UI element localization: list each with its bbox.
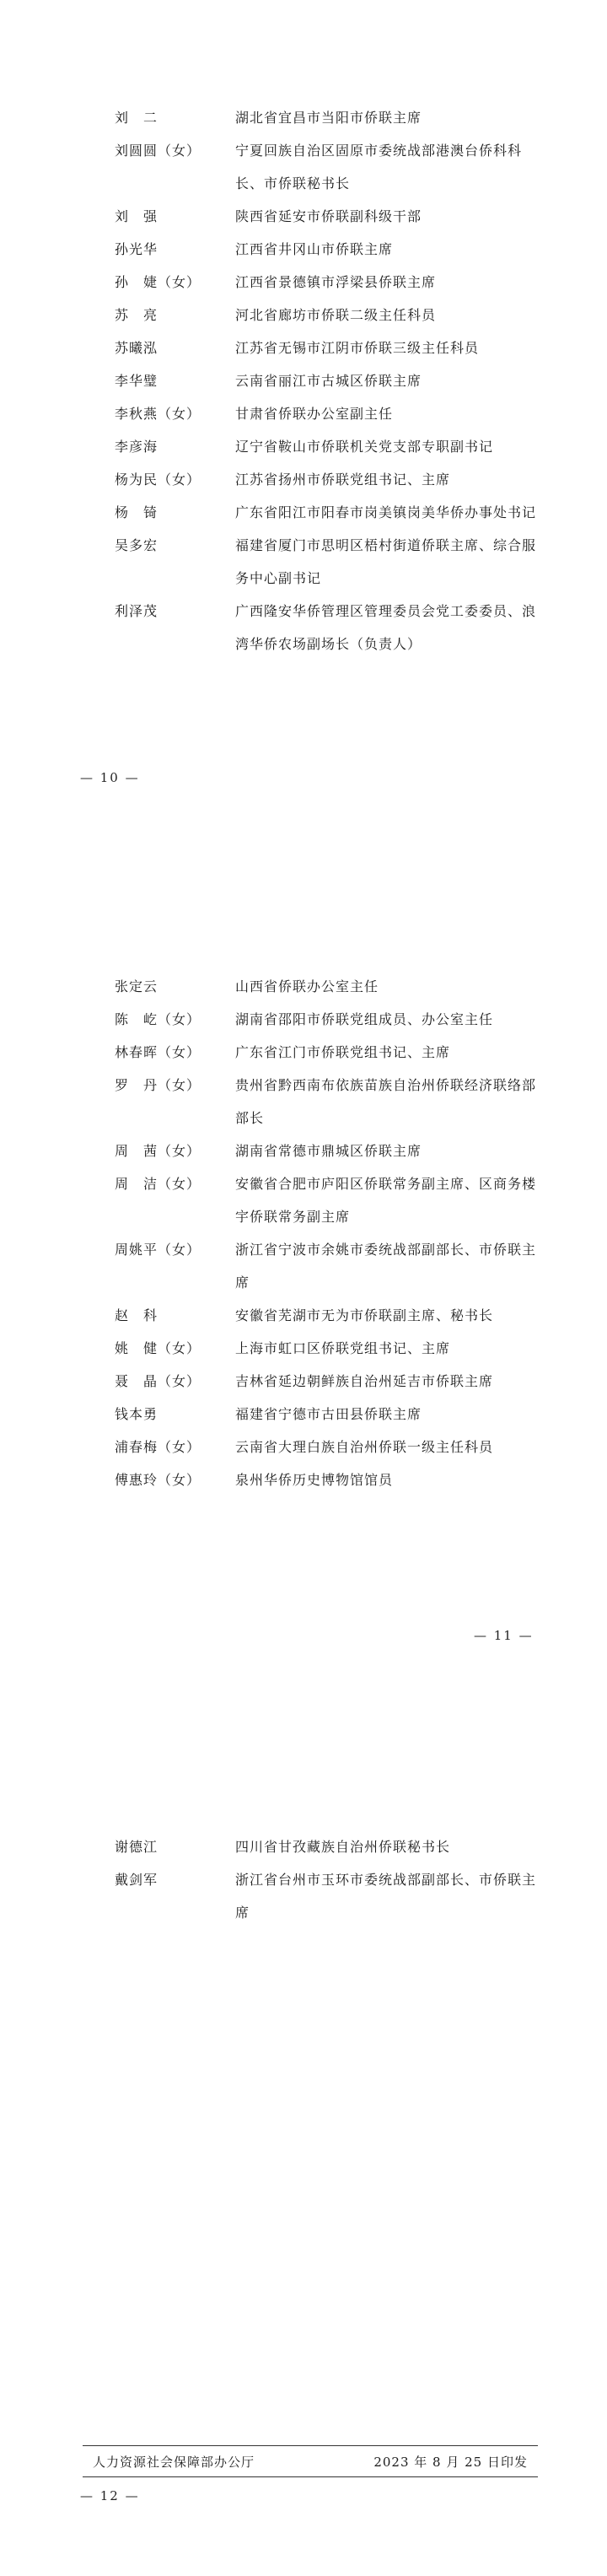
person-position: 辽宁省鞍山市侨联机关党支部专职副书记 — [235, 439, 494, 455]
person-name: 孙 婕（女） — [115, 274, 201, 290]
person-position: 湖南省常德市鼎城区侨联主席 — [235, 1143, 422, 1159]
person-position: 广东省阳江市阳春市岗美镇岗美华侨办事处书记 — [235, 504, 537, 520]
person-name: 李华璧 — [115, 373, 158, 389]
list-item — [0, 1431, 607, 1463]
person-position: 云南省丽江市古城区侨联主席 — [235, 373, 422, 389]
footer-top-rule — [83, 2445, 538, 2446]
list-item — [0, 233, 607, 266]
list-item — [0, 1830, 607, 1863]
person-name: 杨 锜 — [115, 504, 158, 520]
person-name: 聂 晶（女） — [115, 1373, 201, 1389]
list-item — [0, 1332, 607, 1365]
page-10 — [0, 101, 607, 660]
person-position: 江苏省无锡市江阴市侨联三级主任科员 — [235, 340, 480, 356]
person-name: 陈 屹（女） — [115, 1011, 201, 1027]
list-item — [0, 101, 607, 134]
person-name: 李秋燕（女） — [115, 406, 201, 422]
list-item — [0, 970, 607, 1003]
list-item — [0, 200, 607, 233]
person-name: 赵 科 — [115, 1307, 158, 1323]
person-name: 傅惠玲（女） — [115, 1472, 201, 1488]
list-item — [0, 430, 607, 463]
footer-bottom-rule — [83, 2476, 538, 2477]
person-name: 利泽茂 — [115, 603, 158, 619]
person-position: 江西省景德镇市浮梁县侨联主席 — [235, 274, 437, 290]
person-position: 泉州华侨历史博物馆馆员 — [235, 1472, 394, 1488]
list-item — [0, 1003, 607, 1036]
person-position: 江苏省扬州市侨联党组书记、主席 — [235, 472, 451, 488]
person-position: 山西省侨联办公室主任 — [235, 978, 379, 994]
list-item — [0, 1036, 607, 1069]
person-name: 浦春梅（女） — [115, 1439, 201, 1455]
list-item — [0, 1069, 607, 1134]
list-item — [0, 1398, 607, 1431]
person-name: 李彦海 — [115, 439, 158, 455]
person-position: 安徽省合肥市庐阳区侨联常务副主席、区商务楼宇侨联常务副主席 — [235, 1176, 537, 1225]
list-item — [0, 299, 607, 331]
person-position: 贵州省黔西南布依族苗族自治州侨联经济联络部部长 — [235, 1077, 537, 1126]
issue-date: 2023 年 8 月 25 日印发 — [373, 2454, 528, 2470]
list-item — [0, 266, 607, 299]
person-position: 浙江省台州市玉环市委统战部副部长、市侨联主席 — [235, 1872, 537, 1921]
list-item — [0, 496, 607, 529]
list-item — [0, 1463, 607, 1496]
person-position: 上海市虹口区侨联党组书记、主席 — [235, 1340, 451, 1356]
list-item — [0, 595, 607, 660]
person-name: 苏 亮 — [115, 307, 158, 323]
person-position: 陕西省延安市侨联副科级干部 — [235, 208, 422, 224]
person-name: 周 茜（女） — [115, 1143, 201, 1159]
person-name: 杨为民（女） — [115, 472, 201, 488]
list-item — [0, 1299, 607, 1332]
person-position: 甘肃省侨联办公室副主任 — [235, 406, 394, 422]
person-name: 张定云 — [115, 978, 158, 994]
person-position: 云南省大理白族自治州侨联一级主任科员 — [235, 1439, 494, 1455]
person-name: 吴多宏 — [115, 537, 158, 553]
page-12 — [0, 1830, 607, 1929]
person-position: 湖南省邵阳市侨联党组成员、办公室主任 — [235, 1011, 494, 1027]
list-item — [0, 331, 607, 364]
person-position: 江西省井冈山市侨联主席 — [235, 241, 394, 257]
list-item — [0, 1233, 607, 1299]
list-item — [0, 1863, 607, 1929]
person-position: 福建省厦门市思明区梧村街道侨联主席、综合服务中心副书记 — [235, 537, 537, 586]
person-name: 林春晖（女） — [115, 1044, 201, 1060]
person-position: 广东省江门市侨联党组书记、主席 — [235, 1044, 451, 1060]
person-position: 宁夏回族自治区固原市委统战部港澳台侨科科长、市侨联秘书长 — [235, 143, 523, 191]
person-name: 钱本勇 — [115, 1406, 158, 1422]
page-number: — 12 — — [80, 2488, 140, 2503]
person-name: 孙光华 — [115, 241, 158, 257]
footer-imprint — [83, 2447, 538, 2476]
list-item — [0, 364, 607, 397]
list-item — [0, 134, 607, 200]
person-name: 戴剑军 — [115, 1872, 158, 1888]
person-name: 刘 强 — [115, 208, 158, 224]
issuer-name: 人力资源社会保障部办公厅 — [93, 2454, 255, 2470]
page-number: — 11 — — [474, 1628, 534, 1643]
person-position: 广西隆安华侨管理区管理委员会党工委委员、浪湾华侨农场副场长（负责人） — [235, 603, 537, 652]
page-number: — 10 — — [80, 770, 140, 785]
person-position: 湖北省宜昌市当阳市侨联主席 — [235, 110, 422, 126]
person-name: 刘 二 — [115, 110, 158, 126]
person-position: 四川省甘孜藏族自治州侨联秘书长 — [235, 1839, 451, 1855]
list-item — [0, 397, 607, 430]
list-item — [0, 1365, 607, 1398]
person-position: 吉林省延边朝鲜族自治州延吉市侨联主席 — [235, 1373, 494, 1389]
person-position: 福建省宁德市古田县侨联主席 — [235, 1406, 422, 1422]
person-name: 周 洁（女） — [115, 1176, 201, 1192]
list-item — [0, 463, 607, 496]
list-item — [0, 1167, 607, 1233]
person-name: 罗 丹（女） — [115, 1077, 201, 1093]
person-name: 谢德江 — [115, 1839, 158, 1855]
person-position: 河北省廊坊市侨联二级主任科员 — [235, 307, 437, 323]
person-name: 刘圆圆（女） — [115, 143, 201, 159]
list-item — [0, 1134, 607, 1167]
person-name: 周姚平（女） — [115, 1242, 201, 1258]
person-name: 苏曦泓 — [115, 340, 158, 356]
person-position: 安徽省芜湖市无为市侨联副主席、秘书长 — [235, 1307, 494, 1323]
person-name: 姚 健（女） — [115, 1340, 201, 1356]
page-11 — [0, 970, 607, 1496]
list-item — [0, 529, 607, 595]
person-position: 浙江省宁波市余姚市委统战部副部长、市侨联主席 — [235, 1242, 537, 1291]
